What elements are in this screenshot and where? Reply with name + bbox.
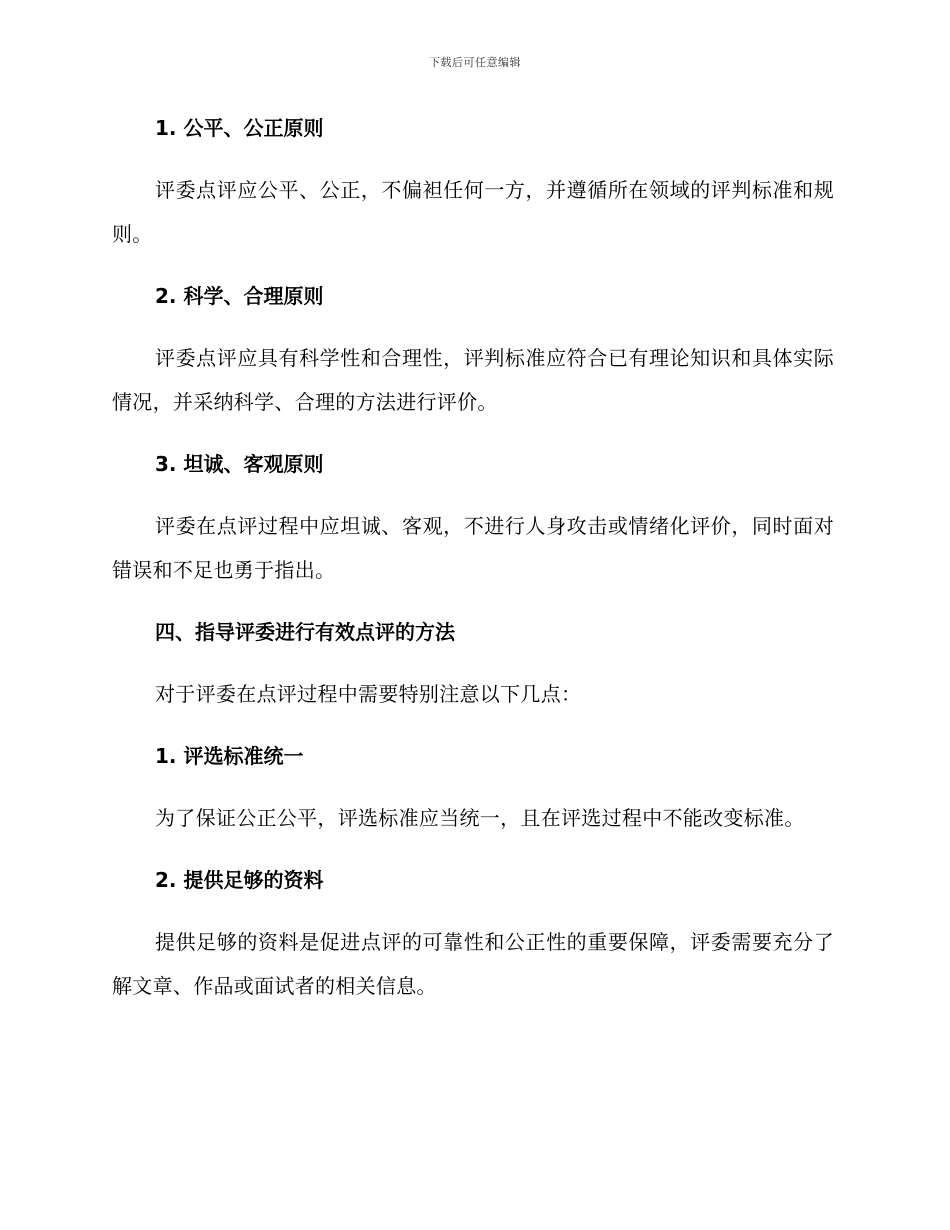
paragraph-candid: 评委在点评过程中应坦诚、客观，不进行人身攻击或情绪化评价，同时面对错误和不足也勇于指出。 [112,514,834,582]
section-heading-fairness: 1. 公平、公正原则 [155,116,324,140]
section-heading-scientific: 2. 科学、合理原则 [155,284,324,308]
paragraph-methods-intro: 对于评委在点评过程中需要特别注意以下几点： [155,682,582,706]
section-heading-methods: 四、指导评委进行有效点评的方法 [155,620,455,644]
section-heading-standards: 1. 评选标准统一 [155,744,304,768]
paragraph-scientific: 评委点评应具有科学性和合理性，评判标准应符合已有理论知识和具体实际情况，并采纳科学、合理的方法进行评价。 [112,346,834,414]
section-heading-materials: 2. 提供足够的资料 [155,868,324,892]
paragraph-materials: 提供足够的资料是促进点评的可靠性和公正性的重要保障，评委需要充分了解文章、作品或面试者的相关信息。 [112,930,834,998]
paragraph-standards: 为了保证公正公平，评选标准应当统一，且在评选过程中不能改变标准。 [155,806,805,830]
section-heading-candid: 3. 坦诚、客观原则 [155,452,324,476]
document-body [112,110,834,1030]
paragraph-fairness: 评委点评应公平、公正，不偏袒任何一方，并遵循所在领域的评判标准和规则。 [112,178,834,246]
header-note: 下载后可任意编辑 [429,56,521,69]
